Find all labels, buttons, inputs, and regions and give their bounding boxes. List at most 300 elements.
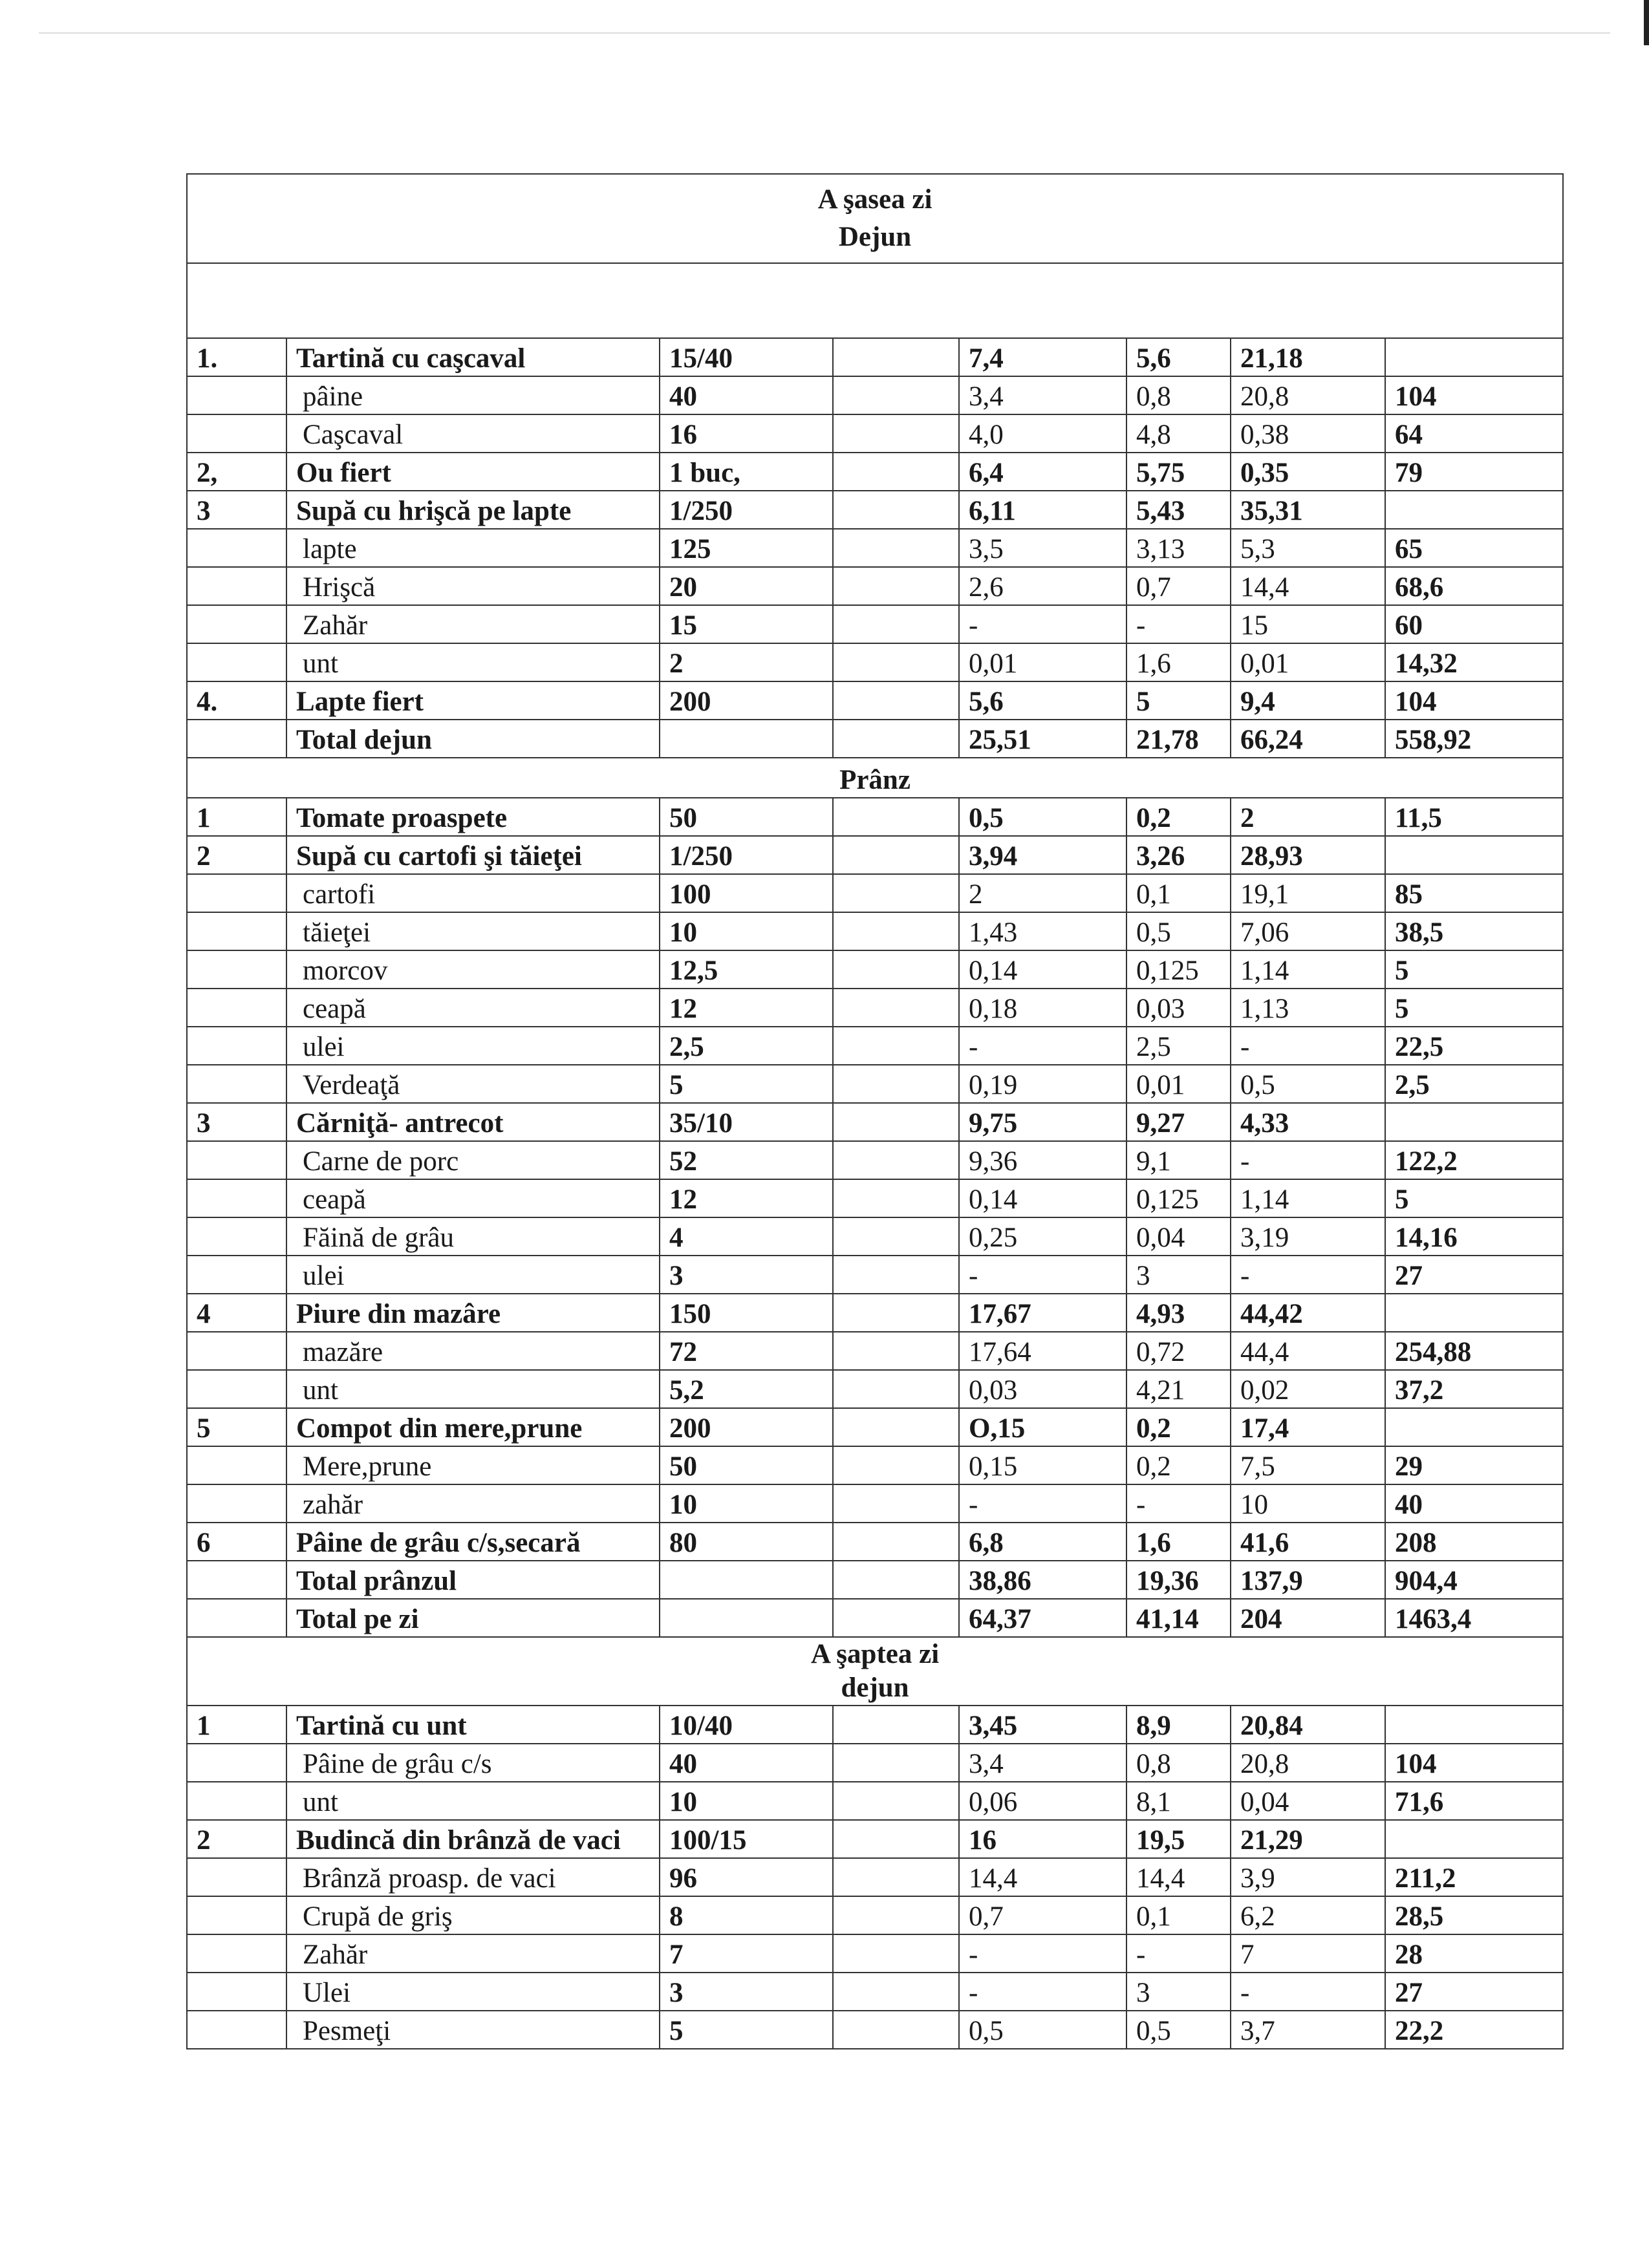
carbs-cell: 1,14 [1231, 1179, 1385, 1217]
quantity-cell: 1/250 [660, 836, 833, 874]
ingredient-row [187, 1446, 1563, 1484]
quantity-cell: 50 [660, 798, 833, 836]
quantity-cell: 1 buc, [660, 453, 833, 491]
carbs-cell: 44,4 [1231, 1332, 1385, 1370]
dish-row [187, 1706, 1563, 1744]
empty-cell [833, 1934, 959, 1973]
empty-cell [833, 836, 959, 874]
fat-cell: 3,26 [1126, 836, 1231, 874]
carbs-cell: 1,13 [1231, 989, 1385, 1027]
kcal-cell: 40 [1385, 1484, 1563, 1523]
quantity-cell: 150 [660, 1294, 833, 1332]
name: Lapte fiert [286, 681, 660, 720]
carbs-cell: 1,14 [1231, 950, 1385, 989]
protein-cell: 4,0 [959, 414, 1126, 453]
fat-cell: 8,1 [1126, 1782, 1231, 1820]
carbs-cell: 204 [1231, 1599, 1385, 1637]
number-cell [187, 2011, 286, 2049]
fat-cell: 0,01 [1126, 1065, 1231, 1103]
kcal-cell: 27 [1385, 1256, 1563, 1294]
name: Supă cu hrişcă pe lapte [286, 491, 660, 529]
kcal-cell: 64 [1385, 414, 1563, 453]
fat-cell: - [1126, 1934, 1231, 1973]
kcal-cell: 65 [1385, 529, 1563, 567]
protein-cell: 5,6 [959, 681, 1126, 720]
quantity-cell: 15 [660, 605, 833, 643]
fat-cell: 14,4 [1126, 1858, 1231, 1896]
carbs-cell: 7,06 [1231, 912, 1385, 950]
quantity-cell: 52 [660, 1141, 833, 1179]
ingredient-row [187, 1896, 1563, 1934]
number-cell: 2, [187, 453, 286, 491]
ingredient-row [187, 1934, 1563, 1973]
quantity-cell: 8 [660, 1896, 833, 1934]
protein-cell: 0,5 [959, 2011, 1126, 2049]
fat-cell: 5,43 [1126, 491, 1231, 529]
carbs-cell: 10 [1231, 1484, 1385, 1523]
number-cell [187, 950, 286, 989]
carbs-cell: 17,4 [1231, 1408, 1385, 1446]
kcal-cell: 11,5 [1385, 798, 1563, 836]
fat-cell: 9,1 [1126, 1141, 1231, 1179]
empty-cell [833, 338, 959, 376]
kcal-cell: 5 [1385, 1179, 1563, 1217]
quantity-cell: 7 [660, 1934, 833, 1973]
name: Tartină cu unt [286, 1706, 660, 1744]
quantity-cell: 40 [660, 376, 833, 414]
name: Pesmeţi [286, 2011, 660, 2049]
kcal-cell: 2,5 [1385, 1065, 1563, 1103]
name: Verdeaţă [286, 1065, 660, 1103]
empty-cell [833, 1820, 959, 1858]
dish-row [187, 453, 1563, 491]
kcal-cell: 558,92 [1385, 720, 1563, 758]
empty-cell [833, 643, 959, 681]
ingredient-row [187, 643, 1563, 681]
empty-cell [833, 950, 959, 989]
kcal-cell: 5 [1385, 950, 1563, 989]
number-cell [187, 1896, 286, 1934]
quantity-cell: 12 [660, 989, 833, 1027]
section-title: Prânz [839, 765, 911, 795]
protein-cell: 0,14 [959, 1179, 1126, 1217]
fat-cell: 0,04 [1126, 1217, 1231, 1256]
kcal-cell: 104 [1385, 1744, 1563, 1782]
empty-cell [833, 1446, 959, 1484]
dish-row [187, 798, 1563, 836]
quantity-cell: 12 [660, 1179, 833, 1217]
kcal-cell: 22,2 [1385, 2011, 1563, 2049]
empty-cell [833, 1179, 959, 1217]
number-cell: 2 [187, 836, 286, 874]
name: Mere,prune [286, 1446, 660, 1484]
number-cell: 4 [187, 1294, 286, 1332]
empty-cell [833, 798, 959, 836]
quantity-cell: 125 [660, 529, 833, 567]
protein-cell: 6,8 [959, 1523, 1126, 1561]
number-cell [187, 1561, 286, 1599]
protein-cell: - [959, 1256, 1126, 1294]
fat-cell: 5,75 [1126, 453, 1231, 491]
number-cell [187, 720, 286, 758]
number-cell [187, 414, 286, 453]
protein-cell: 0,19 [959, 1065, 1126, 1103]
name: Piure din mazâre [286, 1294, 660, 1332]
number-cell [187, 1217, 286, 1256]
fat-cell: - [1126, 605, 1231, 643]
number-cell [187, 1370, 286, 1408]
name: zahăr [286, 1484, 660, 1523]
dish-row [187, 1103, 1563, 1141]
fat-cell: 3,13 [1126, 529, 1231, 567]
protein-cell: 17,64 [959, 1332, 1126, 1370]
dish-row [187, 836, 1563, 874]
kcal-cell: 14,16 [1385, 1217, 1563, 1256]
protein-cell: 14,4 [959, 1858, 1126, 1896]
empty-cell [833, 874, 959, 912]
ingredient-row [187, 1217, 1563, 1256]
empty-cell [833, 453, 959, 491]
number-cell: 5 [187, 1408, 286, 1446]
number-cell [187, 874, 286, 912]
protein-cell: 7,4 [959, 338, 1126, 376]
kcal-cell: 79 [1385, 453, 1563, 491]
carbs-cell: 21,18 [1231, 338, 1385, 376]
empty-cell [833, 567, 959, 605]
empty-cell [833, 1896, 959, 1934]
menu-table [186, 173, 1564, 2049]
quantity-cell: 10 [660, 912, 833, 950]
empty-cell [833, 681, 959, 720]
carbs-cell: 4,33 [1231, 1103, 1385, 1141]
ingredient-row [187, 529, 1563, 567]
name: unt [286, 643, 660, 681]
kcal-cell: 29 [1385, 1446, 1563, 1484]
number-cell: 1. [187, 338, 286, 376]
name: Ou fiert [286, 453, 660, 491]
protein-cell: 16 [959, 1820, 1126, 1858]
empty-cell [833, 376, 959, 414]
fat-cell: 1,6 [1126, 1523, 1231, 1561]
name: Crupă de griş [286, 1896, 660, 1934]
number-cell [187, 1973, 286, 2011]
page-edge-line [39, 32, 1610, 34]
scan-edge-mark [1644, 0, 1649, 45]
name: Tomate proaspete [286, 798, 660, 836]
empty-cell [833, 1103, 959, 1141]
protein-cell: 0,01 [959, 643, 1126, 681]
quantity-cell: 80 [660, 1523, 833, 1561]
kcal-cell: 104 [1385, 376, 1563, 414]
fat-cell: 0,125 [1126, 1179, 1231, 1217]
kcal-cell [1385, 338, 1563, 376]
ingredient-row [187, 1370, 1563, 1408]
dish-row [187, 1408, 1563, 1446]
carbs-cell: 15 [1231, 605, 1385, 643]
empty-cell [833, 912, 959, 950]
number-cell [187, 1599, 286, 1637]
empty-cell [833, 1256, 959, 1294]
kcal-cell [1385, 1408, 1563, 1446]
protein-cell: 38,86 [959, 1561, 1126, 1599]
quantity-cell [660, 1561, 833, 1599]
number-cell [187, 1141, 286, 1179]
section-title: A şaptea zi [810, 1639, 940, 1669]
protein-cell: 1,43 [959, 912, 1126, 950]
kcal-cell: 27 [1385, 1973, 1563, 2011]
protein-cell: 3,45 [959, 1706, 1126, 1744]
quantity-cell: 100 [660, 874, 833, 912]
quantity-cell: 3 [660, 1256, 833, 1294]
ingredient-row [187, 1973, 1563, 2011]
protein-cell: - [959, 1934, 1126, 1973]
dish-row [187, 1599, 1563, 1637]
empty-cell [833, 605, 959, 643]
ingredient-row [187, 567, 1563, 605]
empty-cell [833, 1973, 959, 2011]
kcal-cell: 37,2 [1385, 1370, 1563, 1408]
kcal-cell: 28,5 [1385, 1896, 1563, 1934]
protein-cell: 0,18 [959, 989, 1126, 1027]
fat-cell: 4,93 [1126, 1294, 1231, 1332]
protein-cell: 6,4 [959, 453, 1126, 491]
ingredient-row [187, 414, 1563, 453]
carbs-cell: 0,35 [1231, 453, 1385, 491]
name: ulei [286, 1027, 660, 1065]
ingredient-row [187, 912, 1563, 950]
quantity-cell: 72 [660, 1332, 833, 1370]
fat-cell: 0,5 [1126, 2011, 1231, 2049]
ingredient-row [187, 605, 1563, 643]
fat-cell: 21,78 [1126, 720, 1231, 758]
name: ceapă [286, 989, 660, 1027]
kcal-cell: 122,2 [1385, 1141, 1563, 1179]
dish-row [187, 491, 1563, 529]
kcal-cell: 904,4 [1385, 1561, 1563, 1599]
empty-cell [833, 2011, 959, 2049]
dish-row [187, 1561, 1563, 1599]
empty-cell [833, 529, 959, 567]
name: Pâine de grâu c/s [286, 1744, 660, 1782]
carbs-cell: 20,8 [1231, 376, 1385, 414]
quantity-cell: 35/10 [660, 1103, 833, 1141]
number-cell [187, 1484, 286, 1523]
empty-cell [833, 1706, 959, 1744]
kcal-cell: 38,5 [1385, 912, 1563, 950]
dish-row [187, 1523, 1563, 1561]
number-cell: 4. [187, 681, 286, 720]
section-title: dejun [841, 1673, 909, 1703]
name: Ulei [286, 1973, 660, 2011]
pranz-section-row [187, 758, 1563, 798]
dish-row [187, 338, 1563, 376]
kcal-cell [1385, 836, 1563, 874]
empty-cell [833, 1332, 959, 1370]
protein-cell: 0,7 [959, 1896, 1126, 1934]
number-cell [187, 1858, 286, 1896]
blank-row [187, 263, 1563, 338]
fat-cell: 5,6 [1126, 338, 1231, 376]
ingredient-row [187, 1332, 1563, 1370]
ingredient-row [187, 950, 1563, 989]
empty-cell [833, 720, 959, 758]
protein-cell: 64,37 [959, 1599, 1126, 1637]
carbs-cell: 41,6 [1231, 1523, 1385, 1561]
protein-cell: - [959, 1027, 1126, 1065]
quantity-cell: 2,5 [660, 1027, 833, 1065]
protein-cell: - [959, 605, 1126, 643]
name: tăieţei [286, 912, 660, 950]
number-cell: 1 [187, 1706, 286, 1744]
kcal-cell [1385, 1706, 1563, 1744]
number-cell [187, 1065, 286, 1103]
number-cell [187, 1179, 286, 1217]
carbs-cell: 3,19 [1231, 1217, 1385, 1256]
fat-cell: 5 [1126, 681, 1231, 720]
fat-cell: 41,14 [1126, 1599, 1231, 1637]
quantity-cell: 16 [660, 414, 833, 453]
fat-cell: 0,5 [1126, 912, 1231, 950]
name: mazăre [286, 1332, 660, 1370]
number-cell [187, 1027, 286, 1065]
quantity-cell: 2 [660, 643, 833, 681]
quantity-cell: 100/15 [660, 1820, 833, 1858]
empty-cell [833, 1141, 959, 1179]
empty-cell [833, 1782, 959, 1820]
protein-cell: 0,15 [959, 1446, 1126, 1484]
day6-header [187, 174, 1563, 263]
carbs-cell: 21,29 [1231, 1820, 1385, 1858]
name: morcov [286, 950, 660, 989]
carbs-cell: 44,42 [1231, 1294, 1385, 1332]
name: ceapă [286, 1179, 660, 1217]
kcal-cell: 28 [1385, 1934, 1563, 1973]
ingredient-row [187, 989, 1563, 1027]
kcal-cell: 104 [1385, 681, 1563, 720]
protein-cell: 3,5 [959, 529, 1126, 567]
number-cell [187, 1934, 286, 1973]
protein-cell: 9,36 [959, 1141, 1126, 1179]
kcal-cell: 5 [1385, 989, 1563, 1027]
fat-cell: 0,7 [1126, 567, 1231, 605]
day6-meal-dejun: Dejun [838, 222, 912, 252]
number-cell: 1 [187, 798, 286, 836]
fat-cell: 0,03 [1126, 989, 1231, 1027]
kcal-cell: 68,6 [1385, 567, 1563, 605]
ingredient-row [187, 1256, 1563, 1294]
kcal-cell [1385, 1103, 1563, 1141]
name: lapte [286, 529, 660, 567]
protein-cell: 3,94 [959, 836, 1126, 874]
fat-cell: 0,2 [1126, 1408, 1231, 1446]
empty-cell [833, 1744, 959, 1782]
dish-row [187, 720, 1563, 758]
name: Total dejun [286, 720, 660, 758]
fat-cell: 0,72 [1126, 1332, 1231, 1370]
empty-cell [833, 1065, 959, 1103]
quantity-cell: 96 [660, 1858, 833, 1896]
fat-cell: 0,1 [1126, 1896, 1231, 1934]
quantity-cell: 10/40 [660, 1706, 833, 1744]
fat-cell: 9,27 [1126, 1103, 1231, 1141]
protein-cell: 0,06 [959, 1782, 1126, 1820]
kcal-cell: 85 [1385, 874, 1563, 912]
day7-header [187, 1637, 1563, 1706]
carbs-cell: 2 [1231, 798, 1385, 836]
kcal-cell [1385, 491, 1563, 529]
fat-cell: 0,1 [1126, 874, 1231, 912]
name: Făină de grâu [286, 1217, 660, 1256]
dish-row [187, 1820, 1563, 1858]
name: cartofi [286, 874, 660, 912]
fat-cell: 1,6 [1126, 643, 1231, 681]
name: Total pe zi [286, 1599, 660, 1637]
carbs-cell: 9,4 [1231, 681, 1385, 720]
empty-cell [833, 414, 959, 453]
name: Carne de porc [286, 1141, 660, 1179]
quantity-cell: 1/250 [660, 491, 833, 529]
number-cell: 6 [187, 1523, 286, 1561]
quantity-cell: 3 [660, 1973, 833, 2011]
kcal-cell: 208 [1385, 1523, 1563, 1561]
protein-cell: O,15 [959, 1408, 1126, 1446]
protein-cell: - [959, 1484, 1126, 1523]
empty-cell [833, 1599, 959, 1637]
quantity-cell: 200 [660, 681, 833, 720]
kcal-cell: 1463,4 [1385, 1599, 1563, 1637]
empty-cell [833, 1561, 959, 1599]
carbs-cell: 137,9 [1231, 1561, 1385, 1599]
fat-cell: 0,8 [1126, 376, 1231, 414]
fat-cell: 3 [1126, 1256, 1231, 1294]
carbs-cell: 66,24 [1231, 720, 1385, 758]
name: Budincă din brânză de vaci [286, 1820, 660, 1858]
carbs-cell: - [1231, 1256, 1385, 1294]
name: Caşcaval [286, 414, 660, 453]
quantity-cell [660, 1599, 833, 1637]
name: unt [286, 1782, 660, 1820]
protein-cell: 3,4 [959, 376, 1126, 414]
carbs-cell: 14,4 [1231, 567, 1385, 605]
number-cell [187, 643, 286, 681]
carbs-cell: 28,93 [1231, 836, 1385, 874]
quantity-cell: 20 [660, 567, 833, 605]
name: Hrişcă [286, 567, 660, 605]
fat-cell: 0,8 [1126, 1744, 1231, 1782]
day6-header-row [187, 174, 1563, 263]
carbs-cell: 0,38 [1231, 414, 1385, 453]
name: ulei [286, 1256, 660, 1294]
number-cell [187, 1332, 286, 1370]
number-cell: 2 [187, 1820, 286, 1858]
quantity-cell: 40 [660, 1744, 833, 1782]
protein-cell: 9,75 [959, 1103, 1126, 1141]
ingredient-row [187, 1484, 1563, 1523]
quantity-cell: 200 [660, 1408, 833, 1446]
quantity-cell: 10 [660, 1782, 833, 1820]
empty-cell [833, 1217, 959, 1256]
fat-cell: 3 [1126, 1973, 1231, 2011]
kcal-cell: 60 [1385, 605, 1563, 643]
ingredient-row [187, 1782, 1563, 1820]
ingredient-row [187, 1744, 1563, 1782]
quantity-cell: 15/40 [660, 338, 833, 376]
name: Brânză proasp. de vaci [286, 1858, 660, 1896]
name: Cărniţă- antrecot [286, 1103, 660, 1141]
carbs-cell: - [1231, 1027, 1385, 1065]
carbs-cell: 35,31 [1231, 491, 1385, 529]
quantity-cell: 5,2 [660, 1370, 833, 1408]
